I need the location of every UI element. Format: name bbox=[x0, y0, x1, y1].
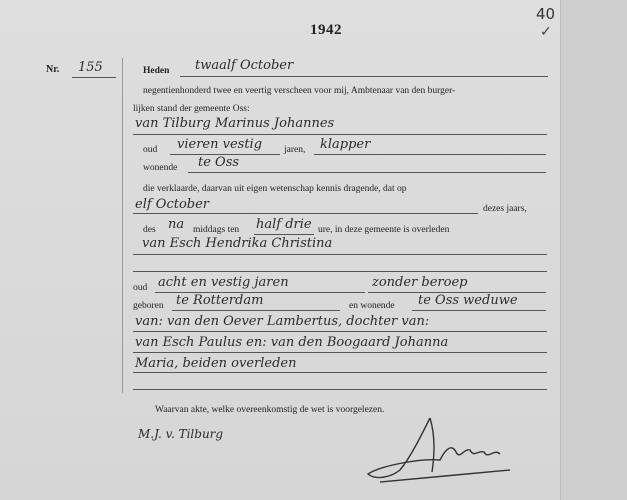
preamble-line: negentienhonderd twee en veertig verscheen voor mij, Ambtenaar van den burger- bbox=[143, 86, 456, 96]
declarant-age: vieren vestig bbox=[177, 137, 263, 152]
rule bbox=[133, 254, 547, 255]
deceased-residence: te Oss weduwe bbox=[418, 293, 518, 308]
parents-line-2: Maria, beiden overleden bbox=[135, 356, 297, 371]
spouse-line: van: van den Oever Lambertus, dochter van: bbox=[135, 314, 430, 329]
rule bbox=[133, 134, 547, 135]
preamble-line: lijken stand der gemeente Oss: bbox=[133, 104, 250, 114]
birthplace: te Rotterdam bbox=[176, 293, 264, 308]
deceased-name: van Esch Hendrika Christina bbox=[142, 236, 333, 251]
death-date: elf October bbox=[135, 197, 210, 212]
page-edge bbox=[560, 0, 627, 500]
dezes-jaars-label: dezes jaars, bbox=[483, 204, 527, 214]
wonende-label: wonende bbox=[143, 163, 178, 173]
rule bbox=[314, 154, 546, 155]
record-day-written: twaalf October bbox=[195, 58, 294, 73]
declaration-line: die verklaarde, daarvan uit eigen wetenschap kennis dragende, dat op bbox=[143, 184, 407, 194]
rule bbox=[133, 271, 547, 272]
declarant-occupation: klapper bbox=[320, 137, 371, 152]
deceased-occupation: zonder beroep bbox=[372, 275, 468, 290]
rule bbox=[133, 352, 547, 353]
jaren-label: jaren, bbox=[284, 145, 306, 155]
declarant-name: van Tilburg Marinus Johannes bbox=[135, 116, 335, 131]
rule bbox=[72, 77, 116, 78]
oud-label: oud bbox=[133, 283, 148, 293]
rule bbox=[133, 331, 547, 332]
parents-line: van Esch Paulus en: van den Boogaard Johanna bbox=[135, 335, 449, 350]
record-number-label: Nr. bbox=[46, 64, 60, 75]
rule bbox=[172, 310, 340, 311]
deceased-age: acht en vestig jaren bbox=[158, 275, 289, 290]
time-part: na bbox=[168, 217, 185, 232]
geboren-label: geboren bbox=[133, 301, 164, 311]
overleden-label: ure, in deze gemeente is overleden bbox=[318, 225, 450, 235]
signature-registrar bbox=[360, 408, 520, 488]
death-time: half drie bbox=[256, 217, 312, 232]
declarant-residence: te Oss bbox=[198, 155, 240, 170]
en-wonende-label: en wonende bbox=[349, 301, 395, 311]
signature-declarant: M.J. v. Tilburg bbox=[138, 427, 224, 441]
rule bbox=[133, 213, 478, 214]
rule bbox=[254, 234, 314, 235]
middags-label: middags ten bbox=[193, 225, 240, 235]
rule bbox=[412, 310, 546, 311]
des-label: des bbox=[143, 225, 156, 235]
rule bbox=[180, 76, 548, 77]
check-mark: ✓ bbox=[540, 25, 552, 40]
rule bbox=[133, 372, 547, 373]
rule bbox=[188, 172, 546, 173]
record-number-value: 155 bbox=[78, 60, 103, 75]
register-year: 1942 bbox=[310, 22, 342, 38]
page-number: 40 bbox=[536, 5, 556, 23]
heden-label: Heden bbox=[143, 66, 170, 76]
rule bbox=[133, 389, 547, 390]
margin-line bbox=[122, 58, 123, 393]
oud-label: oud bbox=[143, 145, 158, 155]
closing-line: Waarvan akte, welke overeenkomstig de wet is voorgelezen. bbox=[155, 405, 385, 415]
